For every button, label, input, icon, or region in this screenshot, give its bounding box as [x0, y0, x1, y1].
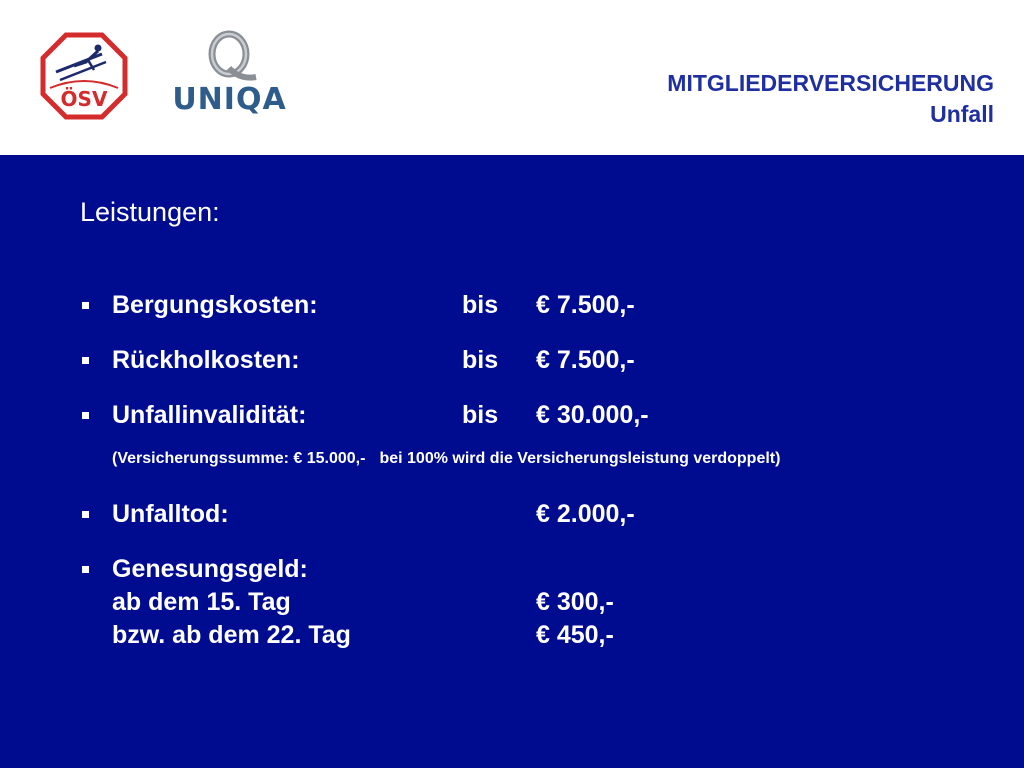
genesungsgeld-label-2: bzw. ab dem 22. Tag — [112, 621, 351, 649]
section-title: Leistungen: — [80, 197, 220, 227]
svg-text:ÖSV: ÖSV — [60, 87, 108, 111]
item-label: Rückholkosten: — [112, 346, 300, 374]
item-qualifier: bis — [462, 401, 499, 429]
genesungsgeld-label-1: ab dem 15. Tag — [112, 588, 291, 616]
bullet-icon — [82, 302, 89, 309]
item-qualifier: bis — [462, 346, 499, 374]
item-amount: € 7.500,- — [536, 291, 635, 319]
item-label: Unfallinvalidität: — [112, 401, 307, 429]
page-title: MITGLIEDERVERSICHERUNG — [667, 70, 994, 96]
genesungsgeld-amount-1: € 300,- — [536, 588, 614, 616]
content-panel — [0, 155, 1024, 768]
item-amount: € 30.000,- — [536, 401, 649, 429]
uniqa-wordmark: UNIQA — [172, 82, 287, 117]
bullet-icon — [82, 566, 89, 573]
uniqa-logo — [172, 30, 287, 122]
bullet-icon — [82, 357, 89, 364]
oesv-logo — [40, 32, 128, 120]
bullet-icon — [82, 412, 89, 419]
invaliditaet-note — [112, 450, 780, 468]
genesungsgeld-amount-2: € 450,- — [536, 621, 614, 649]
item-amount: € 2.000,- — [536, 500, 635, 528]
header — [0, 0, 1024, 155]
item-qualifier: bis — [462, 291, 499, 319]
uniqa-ribbon-icon — [172, 30, 287, 82]
item-amount: € 7.500,- — [536, 346, 635, 374]
item-label: Unfalltod: — [112, 500, 229, 528]
page-subtitle: Unfall — [930, 101, 994, 127]
item-label: Bergungskosten: — [112, 291, 318, 319]
note-part-2: bei 100% wird die Versicherungsleistung verdoppelt) — [379, 450, 781, 467]
title-block — [667, 68, 994, 130]
bullet-icon — [82, 511, 89, 518]
note-part-1: (Versicherungssumme: € 15.000,- — [112, 450, 366, 467]
item-label: Genesungsgeld: — [112, 555, 308, 583]
